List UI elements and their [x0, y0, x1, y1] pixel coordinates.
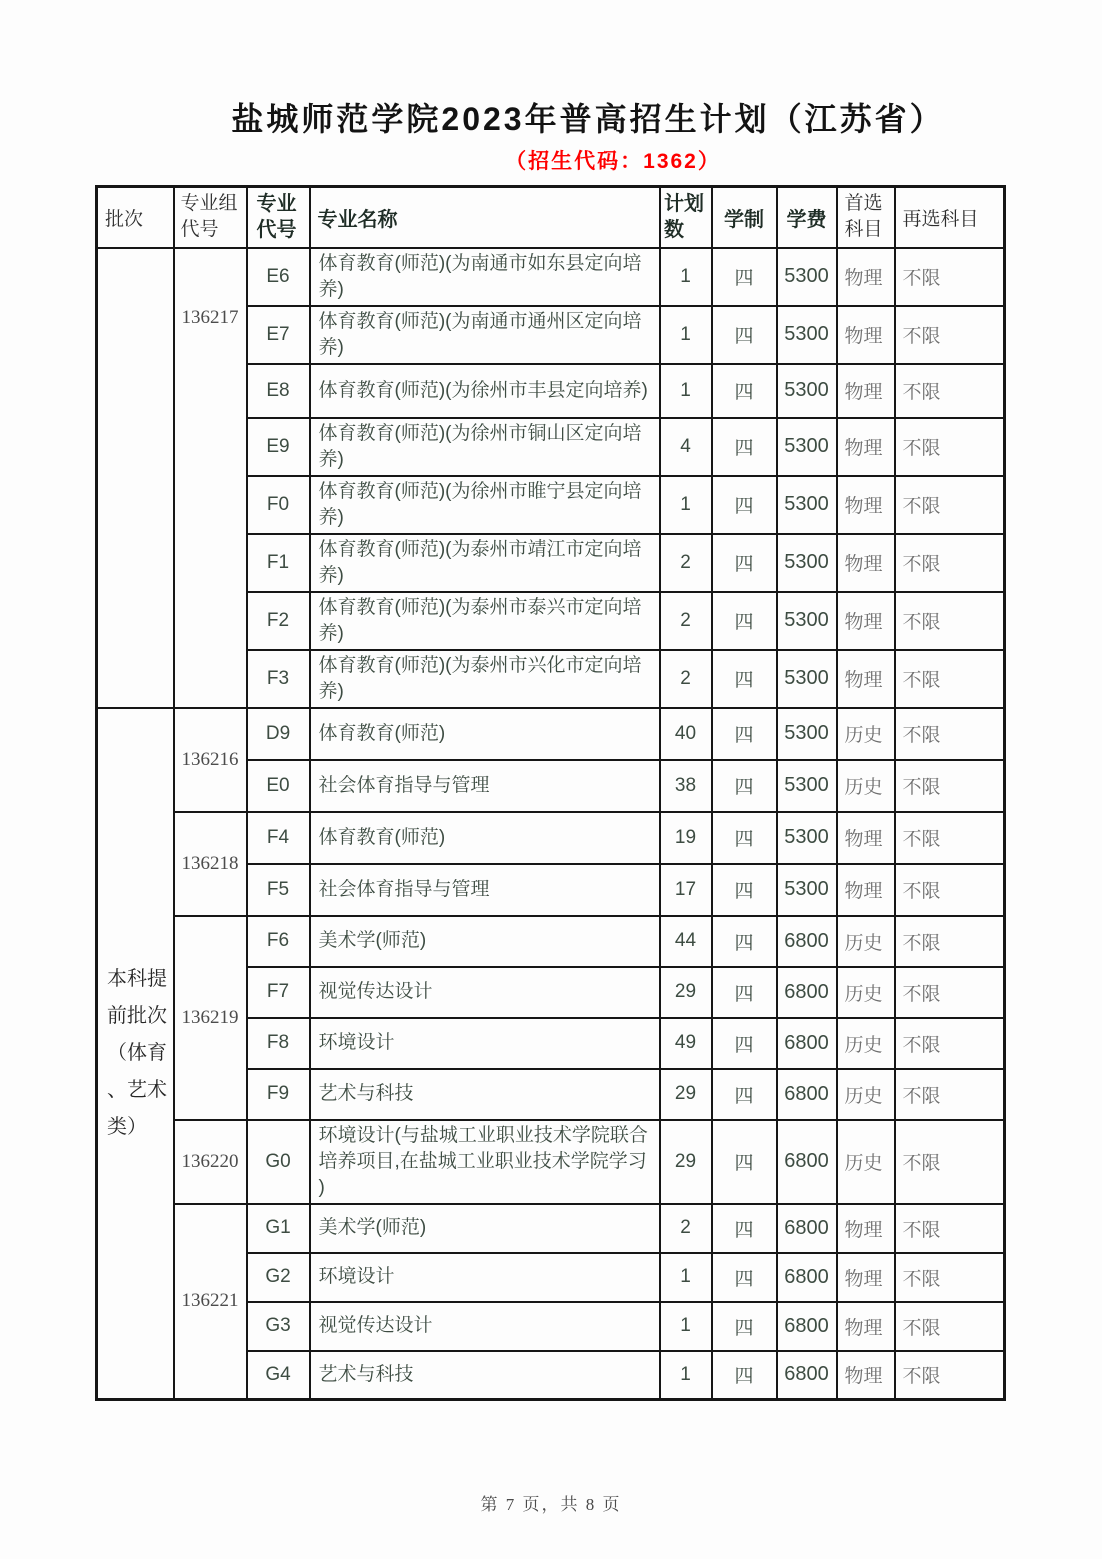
- second-subject-cell: 不限: [895, 1069, 1005, 1120]
- first-subject-cell: 历史: [837, 967, 895, 1018]
- tuition-cell: 6800: [777, 916, 837, 967]
- duration-cell: 四: [712, 864, 777, 916]
- major-code-cell: F9: [247, 1069, 310, 1120]
- tuition-cell: 5300: [777, 650, 837, 708]
- plan-count-cell: 1: [660, 364, 712, 418]
- first-subject-cell: 物理: [837, 1302, 895, 1351]
- first-subject-cell: 物理: [837, 812, 895, 864]
- major-code-cell: F8: [247, 1018, 310, 1069]
- duration-cell: 四: [712, 760, 777, 812]
- duration-cell: 四: [712, 1253, 777, 1302]
- first-subject-cell: 物理: [837, 306, 895, 364]
- duration-cell: 四: [712, 534, 777, 592]
- major-name-cell: 体育教育(师范)(为南通市如东县定向培养): [310, 248, 660, 306]
- second-subject-cell: 不限: [895, 1302, 1005, 1351]
- plan-count-cell: 17: [660, 864, 712, 916]
- tuition-cell: 6800: [777, 1204, 837, 1253]
- major-code-cell: D9: [247, 708, 310, 760]
- plan-count-cell: 1: [660, 1253, 712, 1302]
- major-code-cell: F3: [247, 650, 310, 708]
- major-name-cell: 艺术与科技: [310, 1069, 660, 1120]
- duration-cell: 四: [712, 650, 777, 708]
- table-row: [97, 708, 1005, 760]
- duration-cell: 四: [712, 916, 777, 967]
- tuition-cell: 6800: [777, 967, 837, 1018]
- tuition-cell: 5300: [777, 534, 837, 592]
- second-subject-cell: 不限: [895, 1253, 1005, 1302]
- tuition-cell: 6800: [777, 1253, 837, 1302]
- header-first-subject: 首选科目: [837, 187, 895, 248]
- second-subject-cell: 不限: [895, 1120, 1005, 1204]
- major-code-cell: G2: [247, 1253, 310, 1302]
- second-subject-cell: 不限: [895, 812, 1005, 864]
- second-subject-cell: 不限: [895, 916, 1005, 967]
- duration-cell: 四: [712, 1069, 777, 1120]
- first-subject-cell: 物理: [837, 476, 895, 534]
- plan-count-cell: 2: [660, 1204, 712, 1253]
- major-code-cell: E9: [247, 418, 310, 476]
- batch-cell: 本科提前批次（体育、艺术类）: [97, 708, 174, 1400]
- first-subject-cell: 历史: [837, 1069, 895, 1120]
- plan-count-cell: 40: [660, 708, 712, 760]
- tuition-cell: 5300: [777, 248, 837, 306]
- duration-cell: 四: [712, 248, 777, 306]
- plan-count-cell: 4: [660, 418, 712, 476]
- major-code-cell: G3: [247, 1302, 310, 1351]
- header-duration: 学制: [712, 187, 777, 248]
- second-subject-cell: 不限: [895, 248, 1005, 306]
- table-row: [97, 1204, 1005, 1253]
- major-name-cell: 体育教育(师范): [310, 708, 660, 760]
- major-name-cell: 体育教育(师范)(为泰州市兴化市定向培养): [310, 650, 660, 708]
- major-code-cell: F7: [247, 967, 310, 1018]
- major-code-cell: F5: [247, 864, 310, 916]
- second-subject-cell: 不限: [895, 864, 1005, 916]
- first-subject-cell: 物理: [837, 650, 895, 708]
- second-subject-cell: 不限: [895, 476, 1005, 534]
- major-code-cell: G4: [247, 1351, 310, 1400]
- plan-count-cell: 49: [660, 1018, 712, 1069]
- plan-count-cell: 1: [660, 476, 712, 534]
- second-subject-cell: 不限: [895, 708, 1005, 760]
- first-subject-cell: 物理: [837, 864, 895, 916]
- plan-count-cell: 2: [660, 650, 712, 708]
- second-subject-cell: 不限: [895, 1351, 1005, 1400]
- second-subject-cell: 不限: [895, 592, 1005, 650]
- major-name-cell: 体育教育(师范)(为泰州市靖江市定向培养): [310, 534, 660, 592]
- major-code-cell: G0: [247, 1120, 310, 1204]
- major-name-cell: 艺术与科技: [310, 1351, 660, 1400]
- second-subject-cell: 不限: [895, 306, 1005, 364]
- plan-count-cell: 38: [660, 760, 712, 812]
- header-batch: 批次: [97, 187, 174, 248]
- tuition-cell: 6800: [777, 1120, 837, 1204]
- header-major-name: 专业名称: [310, 187, 660, 248]
- group-code-cell: 136220: [174, 1120, 247, 1204]
- duration-cell: 四: [712, 306, 777, 364]
- major-code-cell: F0: [247, 476, 310, 534]
- second-subject-cell: 不限: [895, 1204, 1005, 1253]
- major-name-cell: 体育教育(师范)(为徐州市铜山区定向培养): [310, 418, 660, 476]
- plan-count-cell: 19: [660, 812, 712, 864]
- duration-cell: 四: [712, 1018, 777, 1069]
- major-code-cell: E6: [247, 248, 310, 306]
- tuition-cell: 5300: [777, 708, 837, 760]
- tuition-cell: 6800: [777, 1018, 837, 1069]
- tuition-cell: 6800: [777, 1302, 837, 1351]
- second-subject-cell: 不限: [895, 1018, 1005, 1069]
- header-group-code: 专业组代号: [174, 187, 247, 248]
- major-code-cell: E8: [247, 364, 310, 418]
- plan-count-cell: 1: [660, 1351, 712, 1400]
- major-name-cell: 体育教育(师范)(为徐州市睢宁县定向培养): [310, 476, 660, 534]
- major-code-cell: F2: [247, 592, 310, 650]
- tuition-cell: 5300: [777, 760, 837, 812]
- second-subject-cell: 不限: [895, 418, 1005, 476]
- plan-count-cell: 2: [660, 534, 712, 592]
- major-name-cell: 体育教育(师范)(为泰州市泰兴市定向培养): [310, 592, 660, 650]
- plan-count-cell: 29: [660, 1069, 712, 1120]
- major-name-cell: 环境设计: [310, 1253, 660, 1302]
- first-subject-cell: 物理: [837, 592, 895, 650]
- major-code-cell: F1: [247, 534, 310, 592]
- table-row: [97, 812, 1005, 864]
- table-header-row: [97, 187, 1005, 248]
- first-subject-cell: 历史: [837, 708, 895, 760]
- page-subtitle: （招生代码：1362）: [505, 150, 721, 173]
- duration-cell: 四: [712, 708, 777, 760]
- first-subject-cell: 物理: [837, 1253, 895, 1302]
- first-subject-cell: 历史: [837, 760, 895, 812]
- major-code-cell: F4: [247, 812, 310, 864]
- major-code-cell: F6: [247, 916, 310, 967]
- table-row: [97, 1120, 1005, 1204]
- second-subject-cell: 不限: [895, 650, 1005, 708]
- duration-cell: 四: [712, 1120, 777, 1204]
- major-name-cell: 体育教育(师范)(为南通市通州区定向培养): [310, 306, 660, 364]
- second-subject-cell: 不限: [895, 967, 1005, 1018]
- duration-cell: 四: [712, 476, 777, 534]
- group-code-cell: 136218: [174, 812, 247, 916]
- major-name-cell: 环境设计(与盐城工业职业技术学院联合培养项目,在盐城工业职业技术学院学习): [310, 1120, 660, 1204]
- tuition-cell: 5300: [777, 476, 837, 534]
- table-row: [97, 916, 1005, 967]
- group-code-cell: 136219: [174, 916, 247, 1120]
- major-name-cell: 环境设计: [310, 1018, 660, 1069]
- page-title: 盐城师范学院2023年普高招生计划（江苏省）: [231, 101, 945, 137]
- major-code-cell: G1: [247, 1204, 310, 1253]
- plan-count-cell: 44: [660, 916, 712, 967]
- first-subject-cell: 历史: [837, 916, 895, 967]
- tuition-cell: 5300: [777, 306, 837, 364]
- duration-cell: 四: [712, 1351, 777, 1400]
- first-subject-cell: 物理: [837, 418, 895, 476]
- first-subject-cell: 历史: [837, 1120, 895, 1204]
- tuition-cell: 5300: [777, 864, 837, 916]
- header-second-subject: 再选科目: [895, 187, 1005, 248]
- tuition-cell: 5300: [777, 592, 837, 650]
- plan-count-cell: 29: [660, 967, 712, 1018]
- tuition-cell: 5300: [777, 418, 837, 476]
- admission-plan-table: [95, 185, 1006, 1401]
- first-subject-cell: 历史: [837, 1018, 895, 1069]
- duration-cell: 四: [712, 592, 777, 650]
- major-name-cell: 社会体育指导与管理: [310, 864, 660, 916]
- major-name-cell: 视觉传达设计: [310, 967, 660, 1018]
- table-row: [97, 248, 1005, 306]
- group-code-cell: 136217: [174, 248, 247, 708]
- duration-cell: 四: [712, 1302, 777, 1351]
- second-subject-cell: 不限: [895, 760, 1005, 812]
- group-code-cell: 136216: [174, 708, 247, 812]
- plan-count-cell: 1: [660, 306, 712, 364]
- major-name-cell: 体育教育(师范): [310, 812, 660, 864]
- plan-count-cell: 1: [660, 1302, 712, 1351]
- first-subject-cell: 物理: [837, 1204, 895, 1253]
- batch-cell: [97, 248, 174, 708]
- major-name-cell: 体育教育(师范)(为徐州市丰县定向培养): [310, 364, 660, 418]
- plan-count-cell: 2: [660, 592, 712, 650]
- header-major-code: 专业代号: [247, 187, 310, 248]
- second-subject-cell: 不限: [895, 364, 1005, 418]
- tuition-cell: 6800: [777, 1351, 837, 1400]
- duration-cell: 四: [712, 1204, 777, 1253]
- tuition-cell: 5300: [777, 812, 837, 864]
- duration-cell: 四: [712, 418, 777, 476]
- second-subject-cell: 不限: [895, 534, 1005, 592]
- first-subject-cell: 物理: [837, 534, 895, 592]
- plan-count-cell: 29: [660, 1120, 712, 1204]
- first-subject-cell: 物理: [837, 364, 895, 418]
- header-plan-count: 计划数: [660, 187, 712, 248]
- major-name-cell: 视觉传达设计: [310, 1302, 660, 1351]
- duration-cell: 四: [712, 967, 777, 1018]
- major-name-cell: 社会体育指导与管理: [310, 760, 660, 812]
- plan-count-cell: 1: [660, 248, 712, 306]
- page-footer: 第 7 页，共 8 页: [480, 1495, 622, 1514]
- group-code-cell: 136221: [174, 1204, 247, 1400]
- major-code-cell: E7: [247, 306, 310, 364]
- first-subject-cell: 物理: [837, 1351, 895, 1400]
- first-subject-cell: 物理: [837, 248, 895, 306]
- major-code-cell: E0: [247, 760, 310, 812]
- duration-cell: 四: [712, 812, 777, 864]
- duration-cell: 四: [712, 364, 777, 418]
- header-tuition: 学费: [777, 187, 837, 248]
- tuition-cell: 5300: [777, 364, 837, 418]
- tuition-cell: 6800: [777, 1069, 837, 1120]
- major-name-cell: 美术学(师范): [310, 916, 660, 967]
- major-name-cell: 美术学(师范): [310, 1204, 660, 1253]
